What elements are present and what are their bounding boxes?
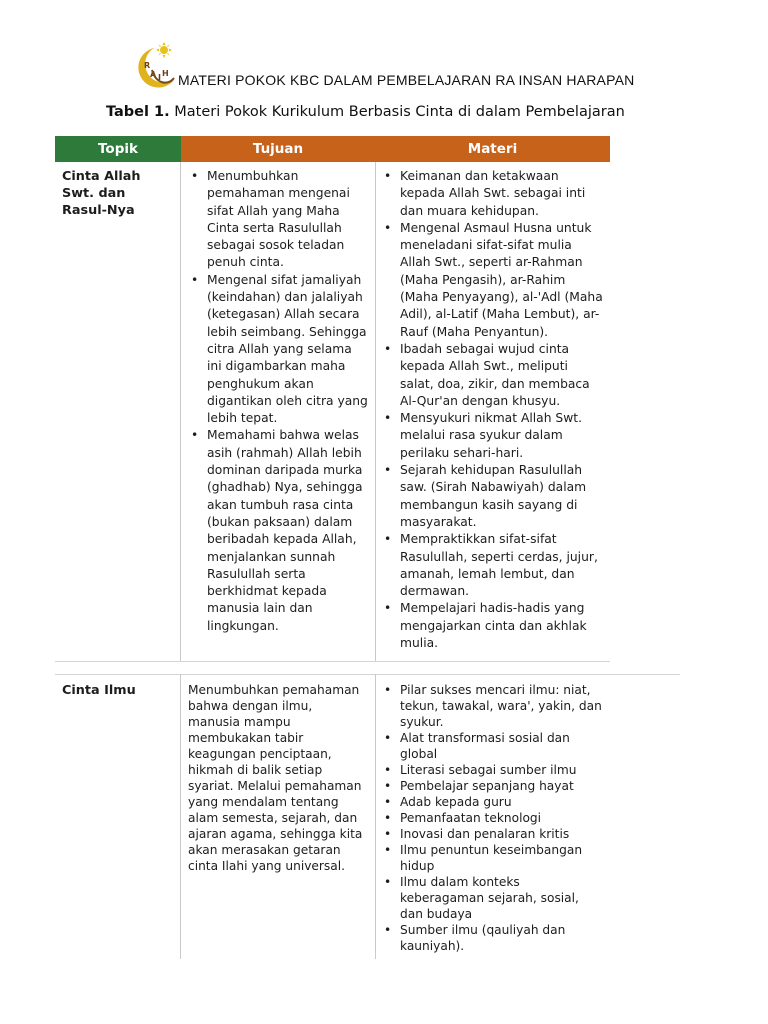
- list-item: • Mengenal sifat jamaliyah (keindahan) dan jalaliyah (ketegasan) Allah secara lebih seimbang. Sehingga citra Allah yang selama ini digambarkan maha penghukum akan digantikan oleh citra yang lebih tepat.: [188, 272, 370, 428]
- list-item: • Ilmu dalam konteks keberagaman sejarah, sosial, dan budaya: [381, 874, 605, 922]
- svg-text:R: R: [144, 61, 151, 70]
- list-item: • Pembelajar sepanjang hayat: [381, 778, 605, 794]
- list-item: • Mensyukuri nikmat Allah Swt. melalui rasa syukur dalam perilaku sehari-hari.: [381, 410, 605, 462]
- row-divider: [55, 674, 680, 675]
- list-item: • Ilmu penuntun keseimbangan hidup: [381, 842, 605, 874]
- list-item: • Literasi sebagai sumber ilmu: [381, 762, 605, 778]
- column-divider: [375, 674, 376, 959]
- column-divider: [375, 162, 376, 662]
- list-item: • Alat transformasi sosial dan global: [381, 730, 605, 762]
- header-topik: Topik: [55, 136, 181, 162]
- list-item: • Memahami bahwa welas asih (rahmah) Allah lebih dominan daripada murka (ghadhab) Nya, sehingga akan tumbuh rasa cinta (bukan paksaan) dalam beribadah kepada Allah, menjalankan sunnah Rasulullah serta berkhidmat kepada manusia lain dan lingkungan.: [188, 427, 370, 635]
- list-item: • Keimanan dan ketakwaan kepada Allah Swt. sebagai inti dan muara kehidupan.: [381, 168, 605, 220]
- list-item: • Inovasi dan penalaran kritis: [381, 826, 605, 842]
- svg-text:A: A: [150, 70, 157, 79]
- list-item: • Mempelajari hadis-hadis yang mengajarkan cinta dan akhlak mulia.: [381, 600, 605, 652]
- list-item: • Pemanfaatan teknologi: [381, 810, 605, 826]
- list-item: • Mengenal Asmaul Husna untuk meneladani sifat-sifat mulia Allah Swt., seperti ar-Rahman (Maha Pengasih), ar-Rahim (Maha Penyayang), al-'Adl (Maha Adil), al-Latif (Maha Lembut), ar- Rauf (Maha Penyantun).: [381, 220, 605, 341]
- materi-cinta-allah: [381, 168, 605, 652]
- tujuan-cinta-allah: [188, 168, 370, 635]
- tujuan-cinta-ilmu: Menumbuhkan pemahaman bahwa dengan ilmu, manusia mampu membukakan tabir keagungan penciptaan, hikmah di balik setiap syariat. Melalui pemahaman yang mendalam tentang alam semesta, sejarah, dan ajaran agama, sehingga kita akan merasakan getaran cinta Ilahi yang universal.: [188, 683, 363, 873]
- svg-text:I: I: [158, 73, 161, 82]
- row-divider: [55, 661, 610, 662]
- list-item: • Pilar sukses mencari ilmu: niat, tekun, tawakal, wara', yakin, dan syukur.: [381, 682, 605, 730]
- svg-text:H: H: [162, 69, 169, 78]
- header-materi: Materi: [375, 136, 610, 162]
- document-header: [134, 40, 694, 92]
- topic-cinta-ilmu: Cinta Ilmu: [62, 683, 136, 698]
- table-caption-text: Materi Pokok Kurikulum Berbasis Cinta di dalam Pembelajaran: [169, 104, 625, 120]
- list-item: • Adab kepada guru: [381, 794, 605, 810]
- column-divider: [180, 674, 181, 959]
- list-item: • Mempraktikkan sifat-sifat Rasulullah, seperti cerdas, jujur, amanah, lemah lembut, dan dermawan.: [381, 531, 605, 600]
- column-divider: [180, 162, 181, 662]
- school-logo-icon: [134, 40, 180, 92]
- header-title: MATERI POKOK KBC DALAM PEMBELAJARAN RA INSAN HARAPAN: [178, 72, 635, 88]
- list-item: • Sumber ilmu (qauliyah dan kauniyah).: [381, 922, 605, 954]
- materi-cinta-ilmu: [381, 682, 605, 954]
- table-caption: [106, 104, 625, 120]
- list-item: • Ibadah sebagai wujud cinta kepada Allah Swt., meliputi salat, doa, zikir, dan membaca Al-Qur'an dengan khusyu.: [381, 341, 605, 410]
- list-item: • Sejarah kehidupan Rasulullah saw. (Sirah Nabawiyah) dalam membangun kasih sayang di masyarakat.: [381, 462, 605, 531]
- header-tujuan: Tujuan: [181, 136, 375, 162]
- list-item: • Menumbuhkan pemahaman mengenai sifat Allah yang Maha Cinta serta Rasulullah sebagai sosok teladan penuh cinta.: [188, 168, 370, 272]
- topic-cinta-allah: Cinta Allah Swt. dan Rasul-Nya: [62, 169, 141, 218]
- table-caption-number: Tabel 1.: [106, 104, 170, 120]
